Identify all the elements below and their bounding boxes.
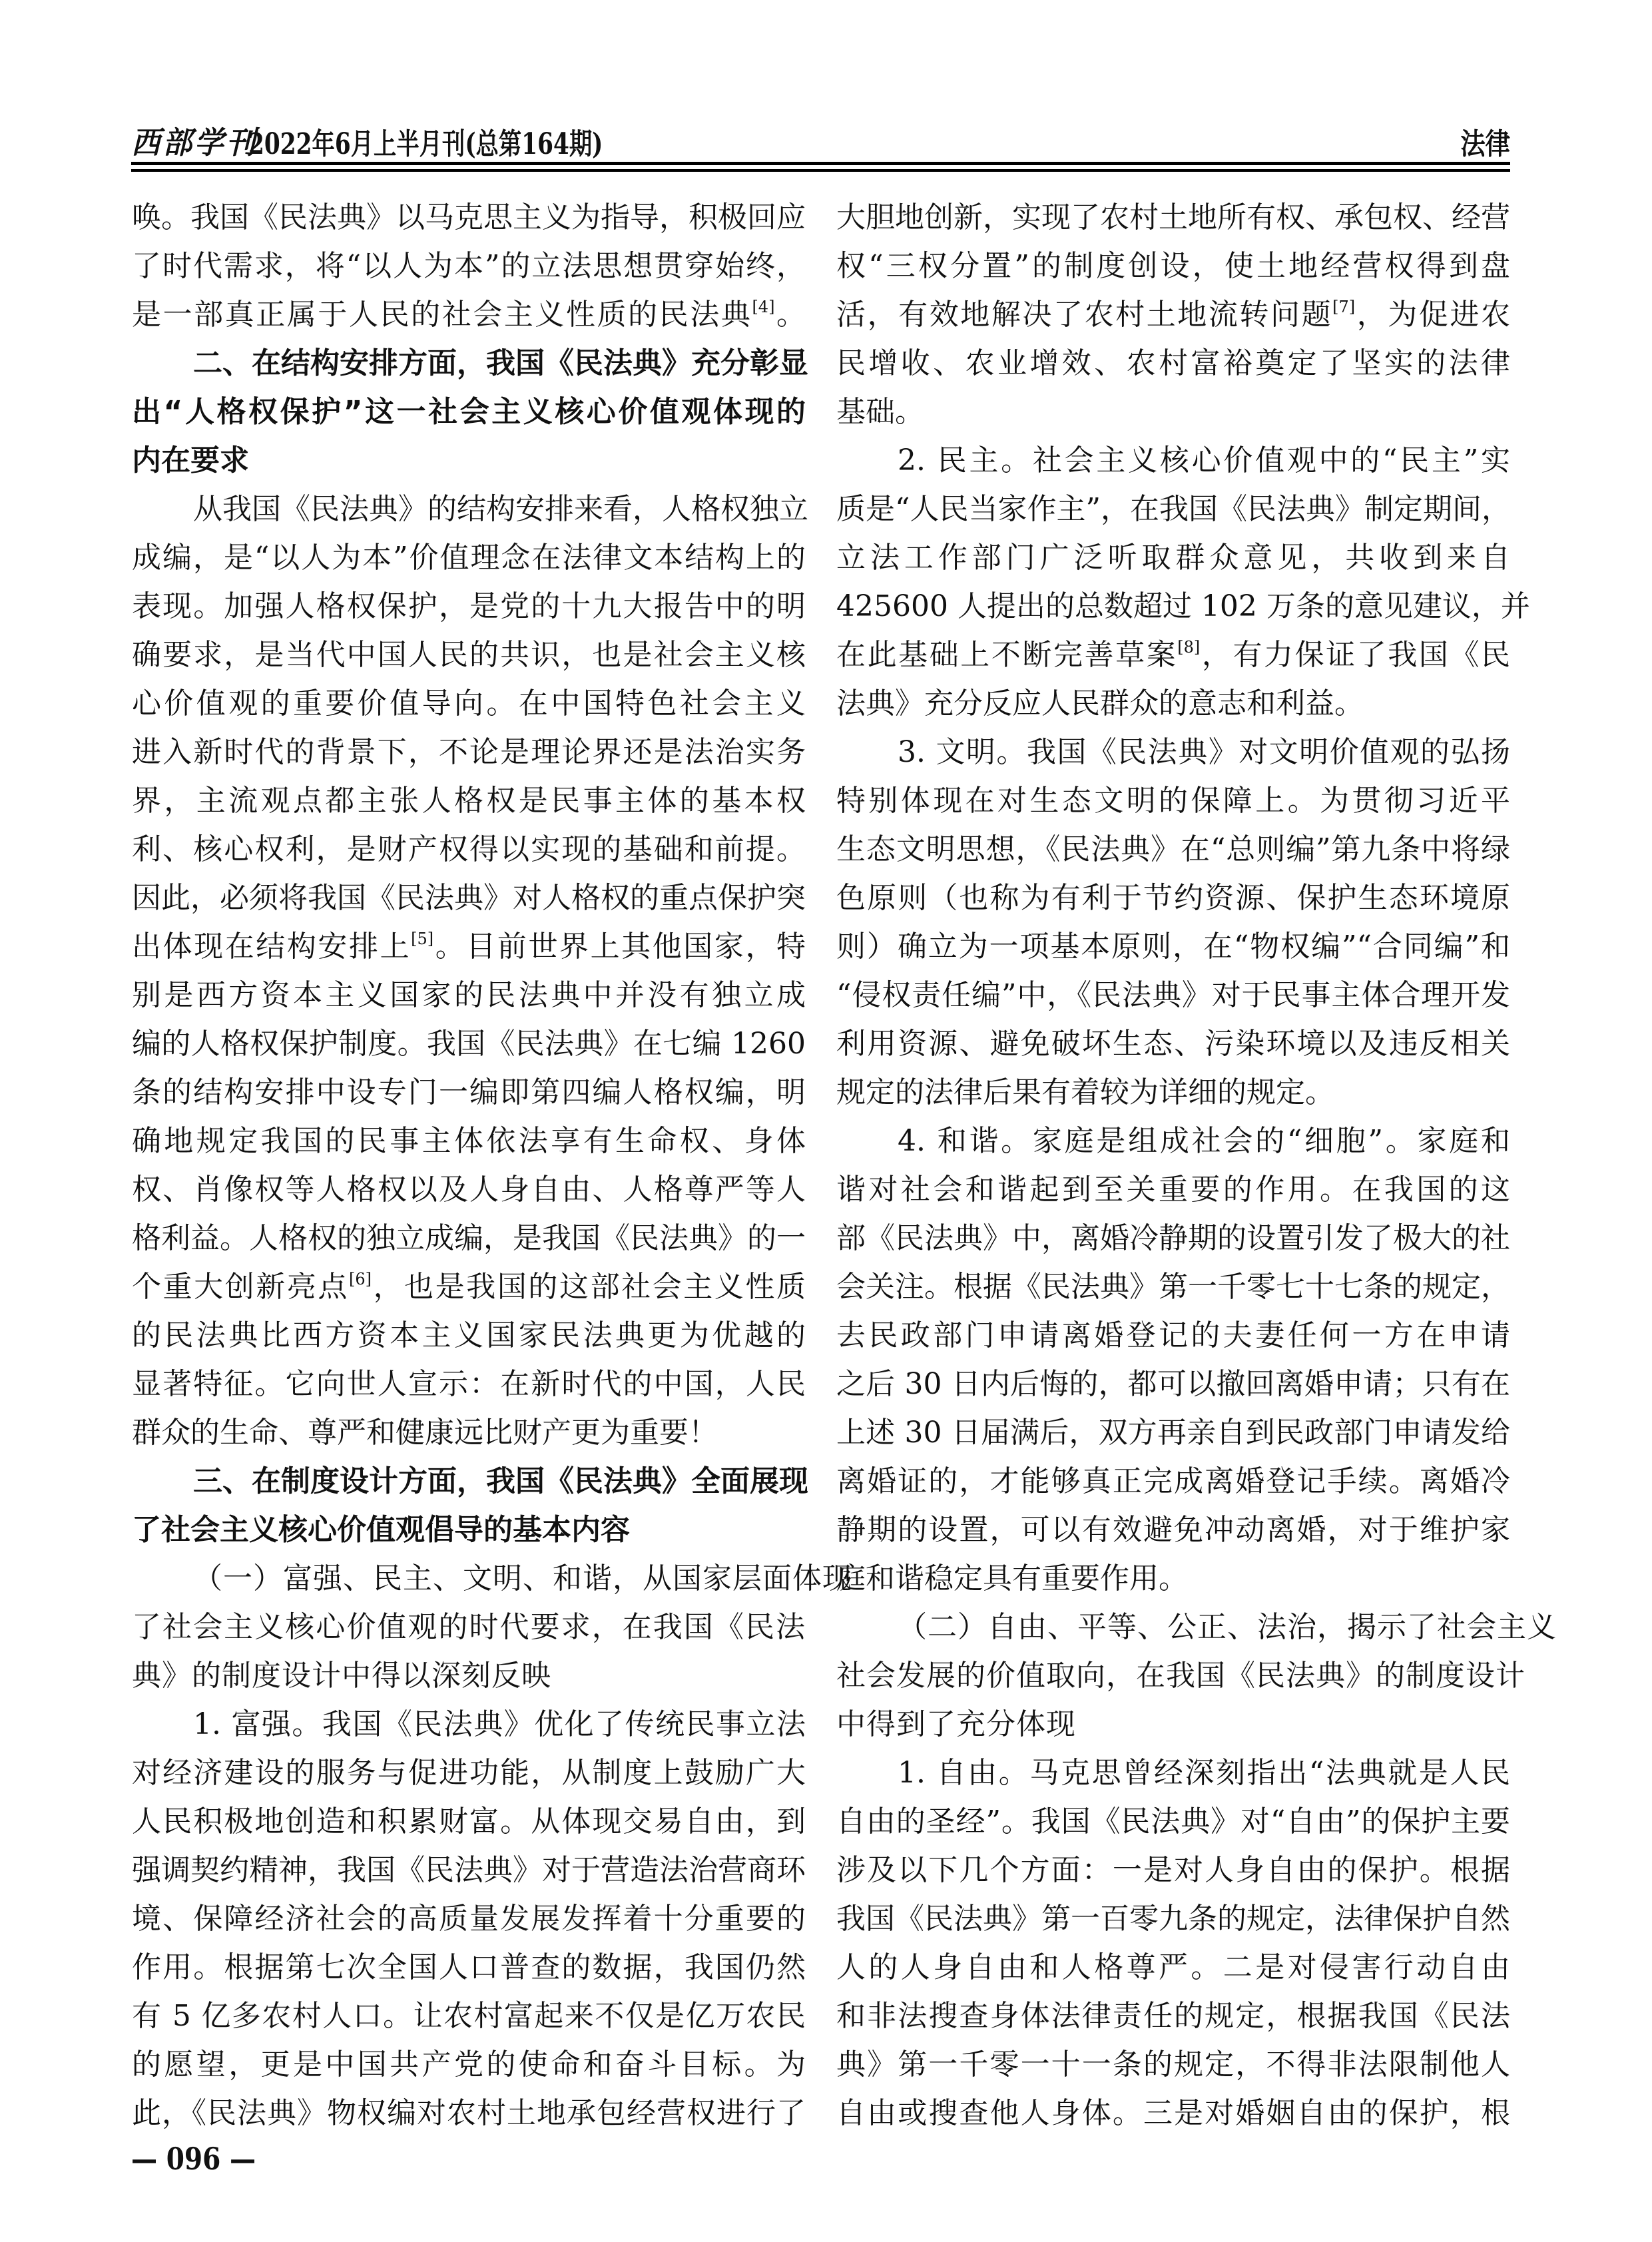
body-text-line: 庭和谐稳定具有重要作用。 [836,1561,1188,1595]
subheading-line: 典》的制度设计中得以深刻反映 [132,1659,551,1693]
body-text-line: 典》第一千零一十一条的规定，不得非法限制他人 [836,2048,1510,2082]
body-text-line: 在此基础上不断完善草案[8]，有力保证了我国《民 [836,638,1511,672]
body-text-line: 唤。我国《民法典》以马克思主义为指导，积极回应 [132,200,806,234]
section-heading-line: 内在要求 [132,443,249,477]
body-text-line: 部《民法典》中，离婚冷静期的设置引发了极大的社 [836,1221,1510,1255]
body-text-line: 表现。加强人格权保护，是党的十九大报告中的明 [132,589,806,623]
citation-ref: [6] [349,1270,372,1288]
body-text-line: 上述 30 日届满后，双方再亲自到民政部门申请发给 [836,1416,1510,1450]
body-text-line: 离婚证的，才能够真正完成离婚登记手续。离婚冷 [836,1464,1510,1498]
body-text-line: 自由或搜查他人身体。三是对婚姻自由的保护，根 [836,2096,1510,2130]
subheading-line: （一）富强、民主、文明、和谐，从国家层面体现 [193,1561,852,1595]
body-text-line: 心价值观的重要价值导向。在中国特色社会主义 [132,687,806,720]
body-text-line: 利用资源、避免破坏生态、污染环境以及违反相关 [836,1027,1510,1061]
section-heading-line: 三、在制度设计方面，我国《民法典》全面展现 [193,1464,808,1498]
body-text-line: 强调契约精神，我国《民法典》对于营造法治营商环 [132,1853,806,1887]
body-text-line: 确地规定我国的民事主体依法享有生命权、身体 [132,1124,806,1158]
header-rule-top [131,162,1510,165]
section-heading-line: 二、在结构安排方面，我国《民法典》充分彰显 [193,346,808,380]
body-text-line: 则）确立为一项基本原则，在“物权编”“合同编”和 [836,930,1510,964]
body-text-line: 对经济建设的服务与促进功能，从制度上鼓励广大 [132,1756,806,1790]
subheading-line: 了社会主义核心价值观的时代要求，在我国《民法 [132,1610,806,1644]
body-text-line: 法典》充分反应人民群众的意志和利益。 [836,687,1364,720]
body-text-line: 之后 30 日内后悔的，都可以撤回离婚申请；只有在 [836,1367,1510,1401]
left-column [132,193,852,2137]
section-label: 法律 [1460,127,1510,161]
section-heading-line: 出“人格权保护”这一社会主义核心价值观体现的 [132,395,806,429]
header-rule-bottom [131,169,1510,172]
body-text-line: 成编，是“以人为本”价值理念在法律文本结构上的 [132,541,806,575]
body-text-line: 权“三权分置”的制度创设，使土地经营权得到盘 [836,249,1510,283]
body-text-line: 我国《民法典》第一百零九条的规定，法律保护自然 [836,1902,1510,1936]
body-text-line: 425600 人提出的总数超过 102 万条的意见建议，并 [836,589,1530,623]
body-text-line: 4. 和谐。家庭是组成社会的“细胞”。家庭和 [898,1124,1510,1158]
body-text-line: 会关注。根据《民法典》第一千零七十七条的规定， [836,1270,1510,1304]
body-text-line: 群众的生命、尊严和健康远比财产更为重要！ [132,1416,718,1450]
citation-ref: [8] [1177,638,1201,657]
body-text-line: 和非法搜查身体法律责任的规定，根据我国《民法 [836,1999,1510,2033]
body-text-line: 的民法典比西方资本主义国家民法典更为优越的 [132,1318,806,1352]
citation-ref: [5] [411,930,434,948]
body-text-line: 是一部真正属于人民的社会主义性质的民法典[4]。 [132,298,806,332]
body-text-line: 人的人身自由和人格尊严。二是对侵害行动自由 [836,1950,1510,1984]
body-text-line: 格利益。人格权的独立成编，是我国《民法典》的一 [132,1221,806,1255]
body-text-line: 从我国《民法典》的结构安排来看，人格权独立 [193,492,808,526]
body-text-line: 静期的设置，可以有效避免冲动离婚，对于维护家 [836,1513,1510,1547]
body-text-line: 权、肖像权等人格权以及人身自由、人格尊严等人 [132,1173,806,1207]
body-text-line: 的愿望，更是中国共产党的使命和奋斗目标。为 [132,2048,806,2082]
page-number: — 096 — [131,2141,256,2177]
body-text-line: 自由的圣经”。我国《民法典》对“自由”的保护主要 [836,1805,1510,1838]
body-text-line: 因此，必须将我国《民法典》对人格权的重点保护突 [132,881,806,915]
journal-logo: 西部学刊 [131,125,258,160]
body-text-line: 确要求，是当代中国人民的共识，也是社会主义核 [132,638,806,672]
subheading-line: （二）自由、平等、公正、法治，揭示了社会主义 [898,1610,1557,1644]
body-text-line: 2. 民主。社会主义核心价值观中的“民主”实 [898,443,1510,477]
body-text-line: 涉及以下几个方面：一是对人身自由的保护。根据 [836,1853,1510,1887]
body-text-line: 此，《民法典》物权编对农村土地承包经营权进行了 [132,2096,806,2130]
issue-info: 2022年6月上半月刊(总第164期) [248,127,603,161]
body-text-line: 个重大创新亮点[6]，也是我国的这部社会主义性质 [132,1270,806,1304]
body-text-line: 质是“人民当家作主”，在我国《民法典》制定期间， [836,492,1511,526]
body-text-line: 人民积极地创造和积累财富。从体现交易自由，到 [132,1805,806,1838]
section-heading-line: 了社会主义核心价值观倡导的基本内容 [132,1513,630,1547]
body-text-line: 条的结构安排中设专门一编即第四编人格权编，明 [132,1075,806,1109]
subheading-line: 社会发展的价值取向，在我国《民法典》的制度设计 [836,1659,1525,1693]
body-text-line: 境、保障经济社会的高质量发展发挥着十分重要的 [132,1902,806,1936]
body-text-line: 出体现在结构安排上[5]。目前世界上其他国家，特 [132,930,806,964]
body-text-line: 1. 自由。马克思曾经深刻指出“法典就是人民 [898,1756,1510,1790]
body-text-line: 3. 文明。我国《民法典》对文明价值观的弘扬 [898,735,1510,769]
body-text-line: 1. 富强。我国《民法典》优化了传统民事立法 [193,1707,806,1741]
body-text-line: 进入新时代的背景下，不论是理论界还是法治实务 [132,735,806,769]
body-text-line: 作用。根据第七次全国人口普查的数据，我国仍然 [132,1950,806,1984]
body-text-line: 色原则（也称为有利于节约资源、保护生态环境原 [836,881,1510,915]
body-text-line: 利、核心权利，是财产权得以实现的基础和前提。 [132,832,806,866]
subheading-line: 中得到了充分体现 [836,1707,1076,1741]
body-text-line: 谐对社会和谐起到至关重要的作用。在我国的这 [836,1173,1510,1207]
body-text-line: 显著特征。它向世人宣示：在新时代的中国，人民 [132,1367,806,1401]
body-text-line: 界，主流观点都主张人格权是民事主体的基本权 [132,784,806,818]
body-text-line: 基础。 [836,395,924,429]
body-text-line: 立法工作部门广泛听取群众意见，共收到来自 [836,541,1510,575]
body-text-line: 规定的法律后果有着较为详细的规定。 [836,1075,1334,1109]
body-text-line: 别是西方资本主义国家的民法典中并没有独立成 [132,978,806,1012]
running-header [131,119,1510,161]
citation-ref: [4] [752,298,775,316]
body-text-line: 生态文明思想，《民法典》在“总则编”第九条中将绿 [836,832,1510,866]
body-text-line: 活，有效地解决了农村土地流转问题[7]，为促进农 [836,298,1511,332]
right-column [836,193,1557,2137]
body-text-line: 特别体现在对生态文明的保障上。为贯彻习近平 [836,784,1510,818]
body-text-line: 大胆地创新，实现了农村土地所有权、承包权、经营 [836,200,1510,234]
body-text-line: 有 5 亿多农村人口。让农村富起来不仅是亿万农民 [132,1999,806,2033]
body-text-line: 了时代需求，将“以人为本”的立法思想贯穿始终， [132,249,806,283]
citation-ref: [7] [1332,298,1356,316]
body-text-line: 编的人格权保护制度。我国《民法典》在七编 1260 [132,1027,806,1061]
body-text-line: 民增收、农业增效、农村富裕奠定了坚实的法律 [836,346,1510,380]
body-text-line: “侵权责任编”中，《民法典》对于民事主体合理开发 [836,978,1510,1012]
body-text-line: 去民政部门申请离婚登记的夫妻任何一方在申请 [836,1318,1510,1352]
